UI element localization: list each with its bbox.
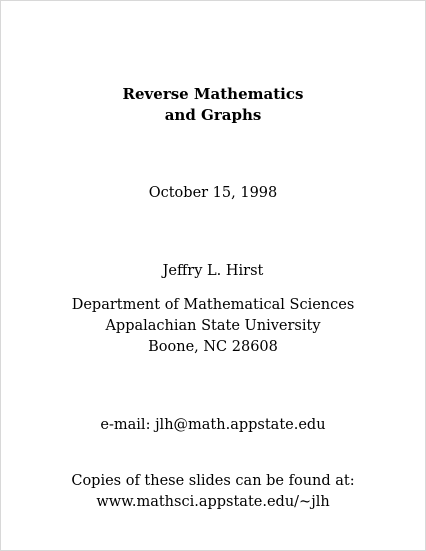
date: October 15, 1998 xyxy=(148,185,278,201)
author-department: Department of Mathematical Sciences xyxy=(71,297,355,313)
slides-note: Copies of these slides can be found at: xyxy=(71,473,355,489)
author-location: Boone, NC 28608 xyxy=(148,339,278,355)
email: e-mail: jlh@math.appstate.edu xyxy=(100,417,326,433)
author-name: Jeffry L. Hirst xyxy=(162,263,264,279)
slides-url: www.mathsci.appstate.edu/~jlh xyxy=(96,494,330,510)
title-line-1: Reverse Mathematics xyxy=(122,85,304,103)
author-university: Appalachian State University xyxy=(105,318,321,334)
title-line-2: and Graphs xyxy=(164,106,262,124)
